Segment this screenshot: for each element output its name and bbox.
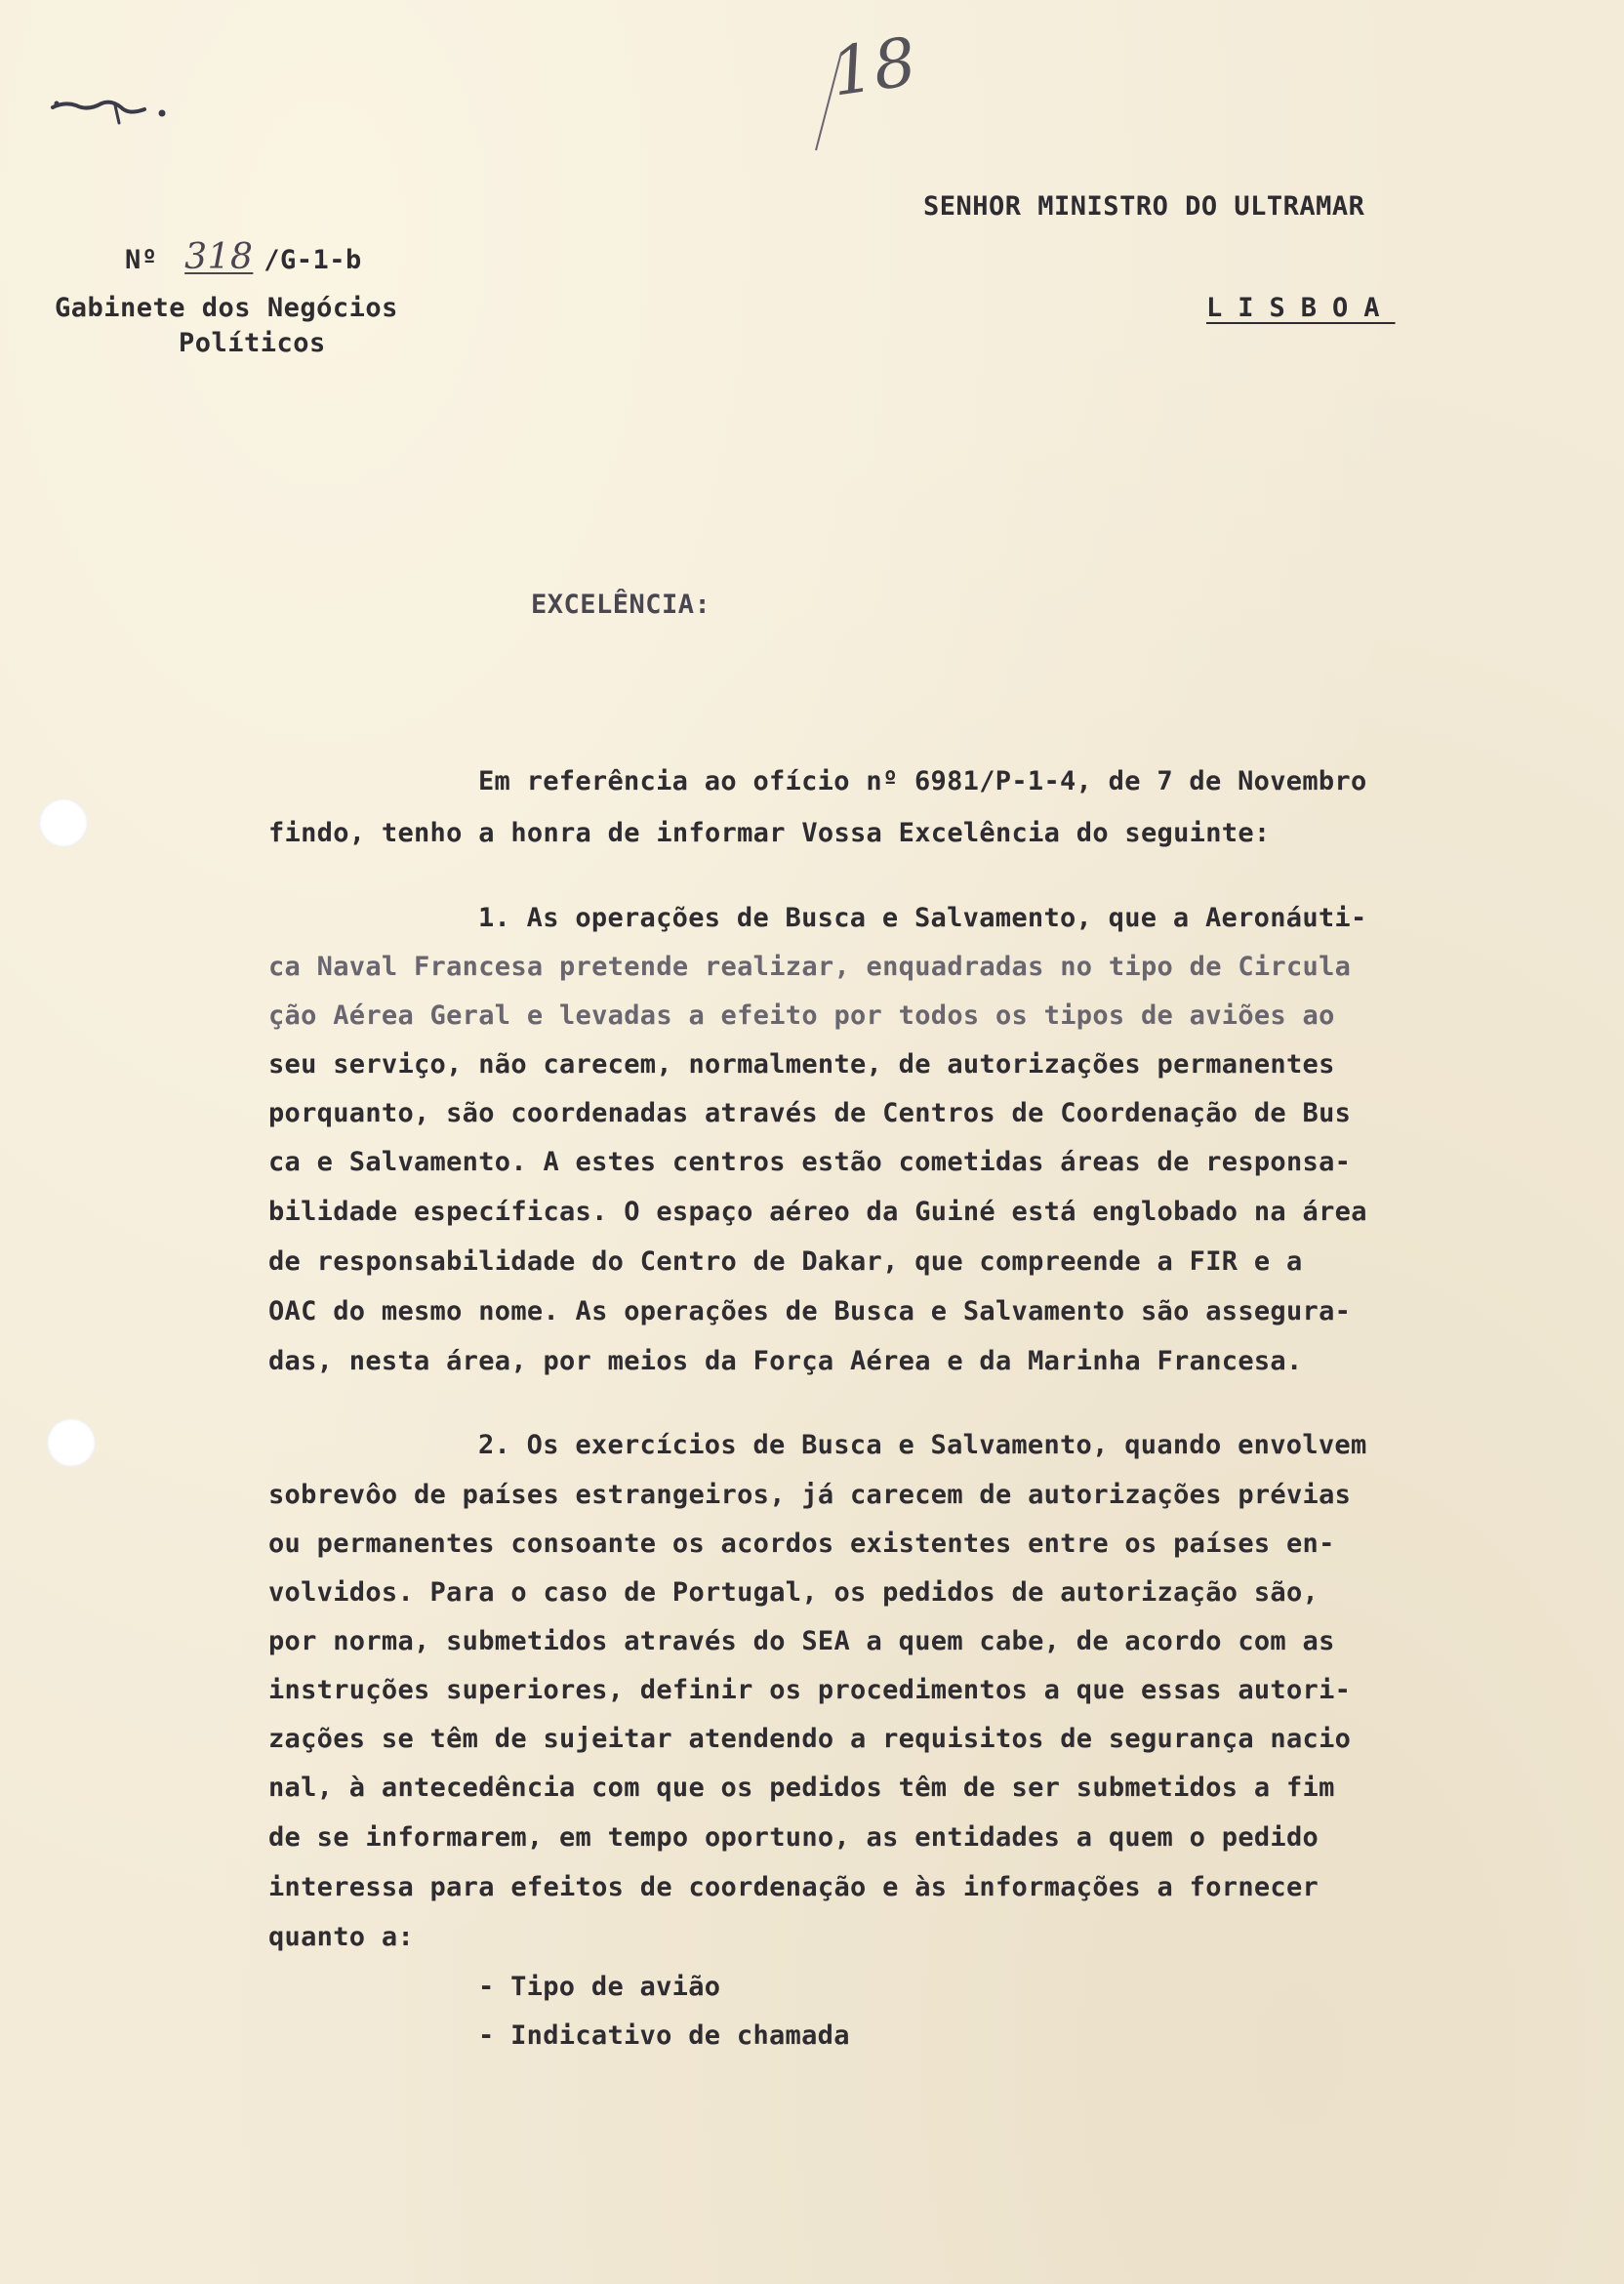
paragraph1-line-10: das, nesta área, por meios da Força Aérea e da Marinha Francesa. (268, 1346, 1303, 1376)
intro-line-2: findo, tenho a honra de informar Vossa Excelência do seguinte: (268, 818, 1271, 848)
paragraph1-line-3: ção Aérea Geral e levadas a efeito por todos os tipos de aviões ao (268, 1000, 1335, 1031)
paragraph2-line-5: por norma, submetidos através do SEA a quem cabe, de acordo com as (268, 1626, 1335, 1656)
paragraph1-line-1: 1. As operações de Busca e Salvamento, que a Aeronáuti- (478, 903, 1367, 933)
paragraph2-line-3: ou permanentes consoante os acordos existentes entre os países en- (268, 1529, 1335, 1559)
paragraph2-line-6: instruções superiores, definir os procedimentos a que essas autori- (268, 1675, 1352, 1705)
reference-handwritten-number: 318 (184, 237, 254, 277)
department-line-2: Políticos (179, 328, 326, 358)
paragraph1-line-4: seu serviço, não carecem, normalmente, de autorizações permanentes (268, 1049, 1335, 1080)
paragraph1-line-5: porquanto, são coordenadas através de Centros de Coordenação de Bus (268, 1098, 1352, 1128)
paragraph2-line-11: quanto a: (268, 1922, 414, 1952)
department-line-1: Gabinete dos Negócios (55, 293, 398, 323)
list-item-2: - Indicativo de chamada (478, 2020, 850, 2051)
paragraph2-line-7: zações se têm de sujeitar atendendo a requisitos de segurança nacio (268, 1724, 1352, 1754)
paragraph1-line-7: bilidade específicas. O espaço aéreo da Guiné está englobado na área (268, 1197, 1367, 1227)
punch-hole-top (39, 798, 88, 847)
paragraph1-line-8: de responsabilidade do Centro de Dakar, que compreende a FIR e a (268, 1246, 1303, 1277)
paragraph2-line-1: 2. Os exercícios de Busca e Salvamento, quando envolvem (478, 1430, 1367, 1460)
list-item-1: - Tipo de avião (478, 1972, 721, 2002)
paragraph1-line-6: ca e Salvamento. A estes centros estão cometidas áreas de responsa- (268, 1147, 1352, 1177)
paragraph2-line-8: nal, à antecedência com que os pedidos têm de ser submetidos a fim (268, 1773, 1335, 1803)
punch-hole-bottom (47, 1418, 96, 1467)
paragraph2-line-4: volvidos. Para o caso de Portugal, os pedidos de autorização são, (268, 1577, 1320, 1608)
recipient: SENHOR MINISTRO DO ULTRAMAR (923, 191, 1365, 222)
reference-prefix: Nº (125, 245, 158, 275)
recipient-city: LISBOA (1206, 293, 1396, 323)
paragraph1-line-2: ca Naval Francesa pretende realizar, enquadradas no tipo de Circula (268, 952, 1352, 982)
paragraph1-line-9: OAC do mesmo nome. As operações de Busca e Salvamento são assegura- (268, 1296, 1352, 1326)
reference-number (125, 237, 362, 277)
intro-line-1: Em referência ao ofício nº 6981/P-1-4, de 7 de Novembro (478, 766, 1367, 796)
paragraph2-line-10: interessa para efeitos de coordenação e às informações a fornecer (268, 1872, 1320, 1902)
salutation: EXCELÊNCIA: (531, 590, 711, 620)
reference-suffix: /G-1-b (264, 245, 362, 275)
paragraph2-line-2: sobrevôo de países estrangeiros, já carecem de autorizações prévias (268, 1480, 1352, 1510)
page-mark-handwritten: 18 (826, 23, 921, 112)
page-mark-stroke (810, 49, 849, 156)
ink-mark (47, 94, 174, 133)
paragraph2-line-9: de se informarem, em tempo oportuno, as entidades a quem o pedido (268, 1822, 1320, 1853)
